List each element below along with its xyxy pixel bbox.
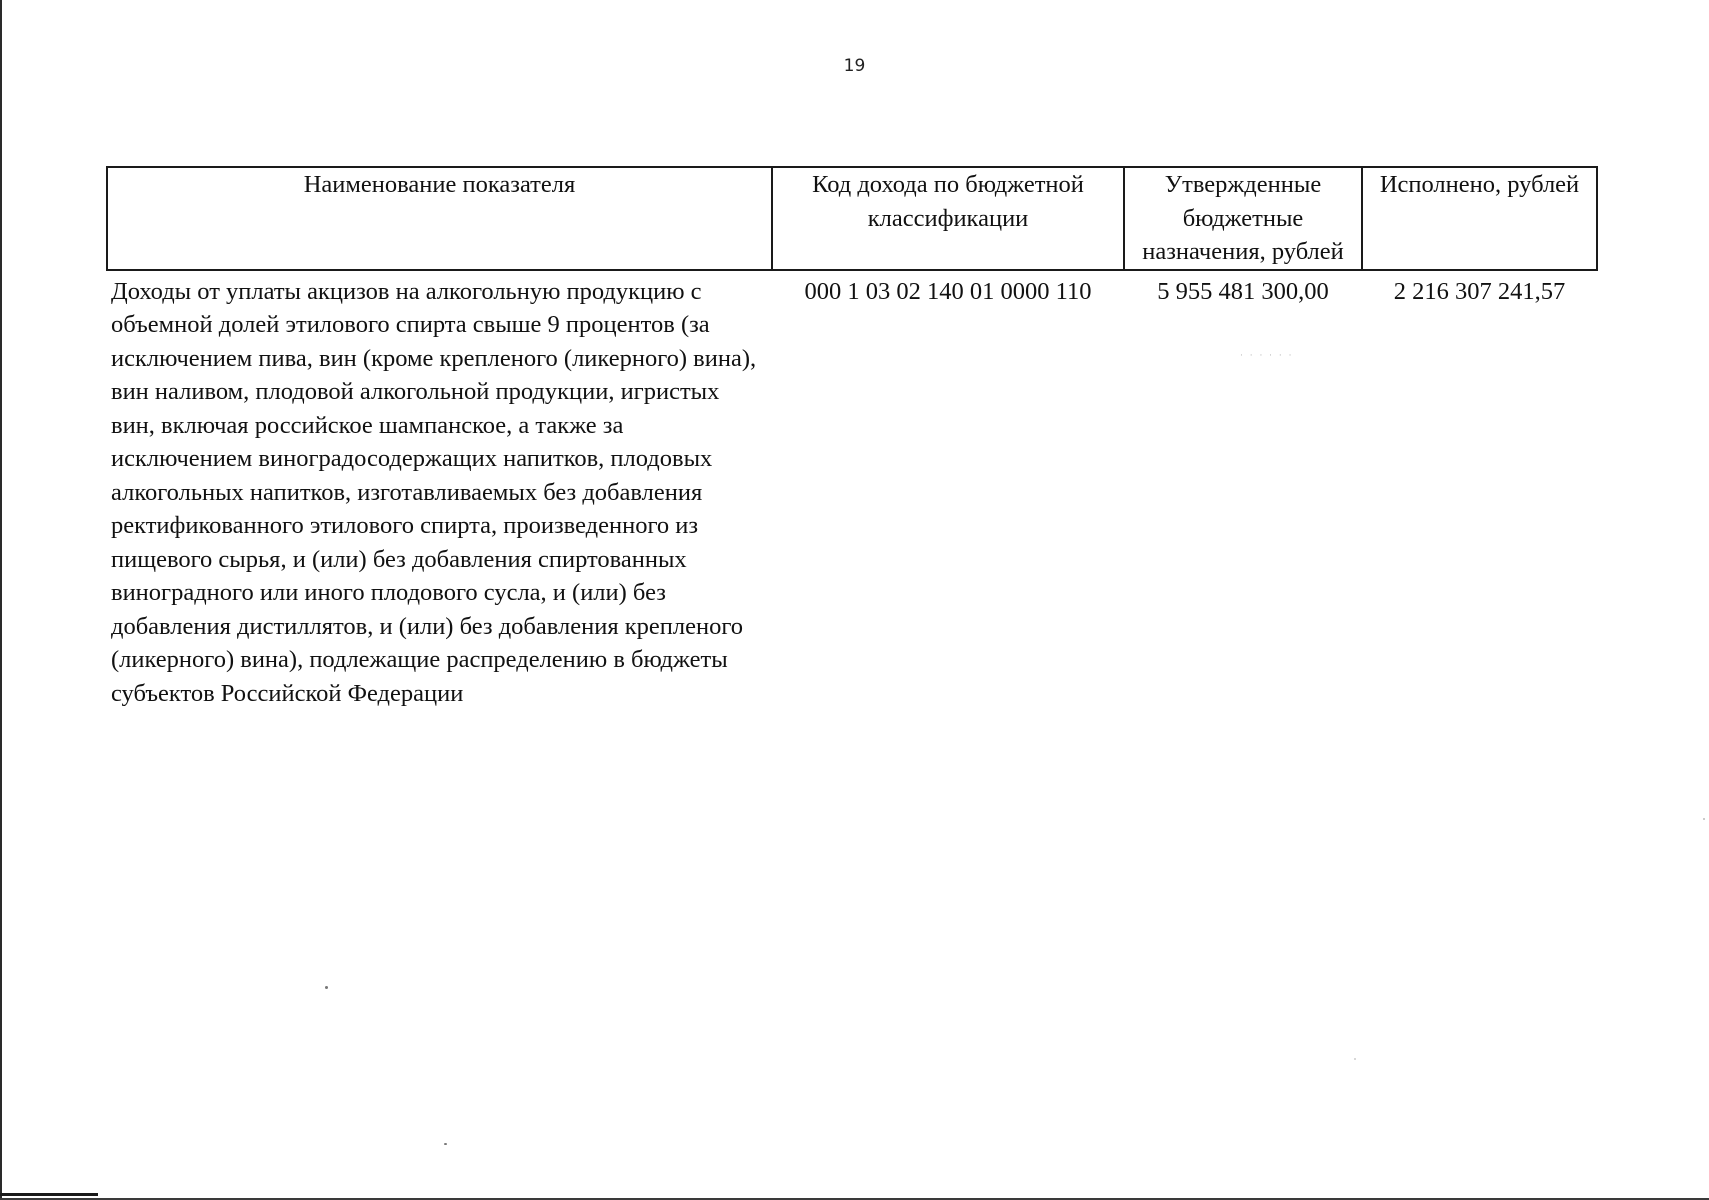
scan-edge-left (0, 0, 2, 1200)
header-code: Код дохода по бюджетной классификации (772, 167, 1124, 270)
table-header (107, 167, 1597, 270)
row-executed: 2 216 307 241,57 (1393, 277, 1566, 305)
row-code: 000 1 03 02 140 01 0000 110 (804, 277, 1092, 305)
scan-speck (325, 986, 328, 989)
header-name: Наименование показателя (107, 167, 772, 270)
scan-noise-dots: · · · · · · (1240, 351, 1294, 361)
scan-edge-bottom-left (0, 1193, 98, 1196)
row-name: Доходы от уплаты акцизов на алкогольную продукцию с объемной долей этилового спирта свыше 9 процентов (за исключением пива, вин (кроме крепленого (ликерного) вина), вин наливом, плодовой алкогольной продукции, игристых вин, включая российское шампанское, а также за исключением виноградосодержащих напитков, плодовых алкогольных напитков, изготавливаемых без добавления ректификованного этилового спирта, произведенного из пищевого сырья, и (или) без добавления спиртованных виноградного или иного плодового сусла, и (или) без добавления дистиллятов, и (или) без добавления крепленого (ликерного) вина), подлежащие распределению в бюджеты субъектов Российской Федерации (111, 277, 757, 707)
row-approved: 5 955 481 300,00 (1157, 277, 1329, 305)
scan-speck (1354, 1058, 1356, 1060)
scan-speck (444, 1143, 447, 1145)
table-row (107, 270, 1597, 711)
budget-table (106, 166, 1598, 710)
header-executed: Исполнено, рублей (1362, 167, 1597, 270)
page-number: 19 (843, 56, 866, 76)
header-row (107, 167, 1597, 270)
header-approved: Утвержденные бюджетные назначения, рублей (1124, 167, 1362, 270)
scan-speck (1703, 818, 1705, 820)
table-body (107, 270, 1597, 711)
